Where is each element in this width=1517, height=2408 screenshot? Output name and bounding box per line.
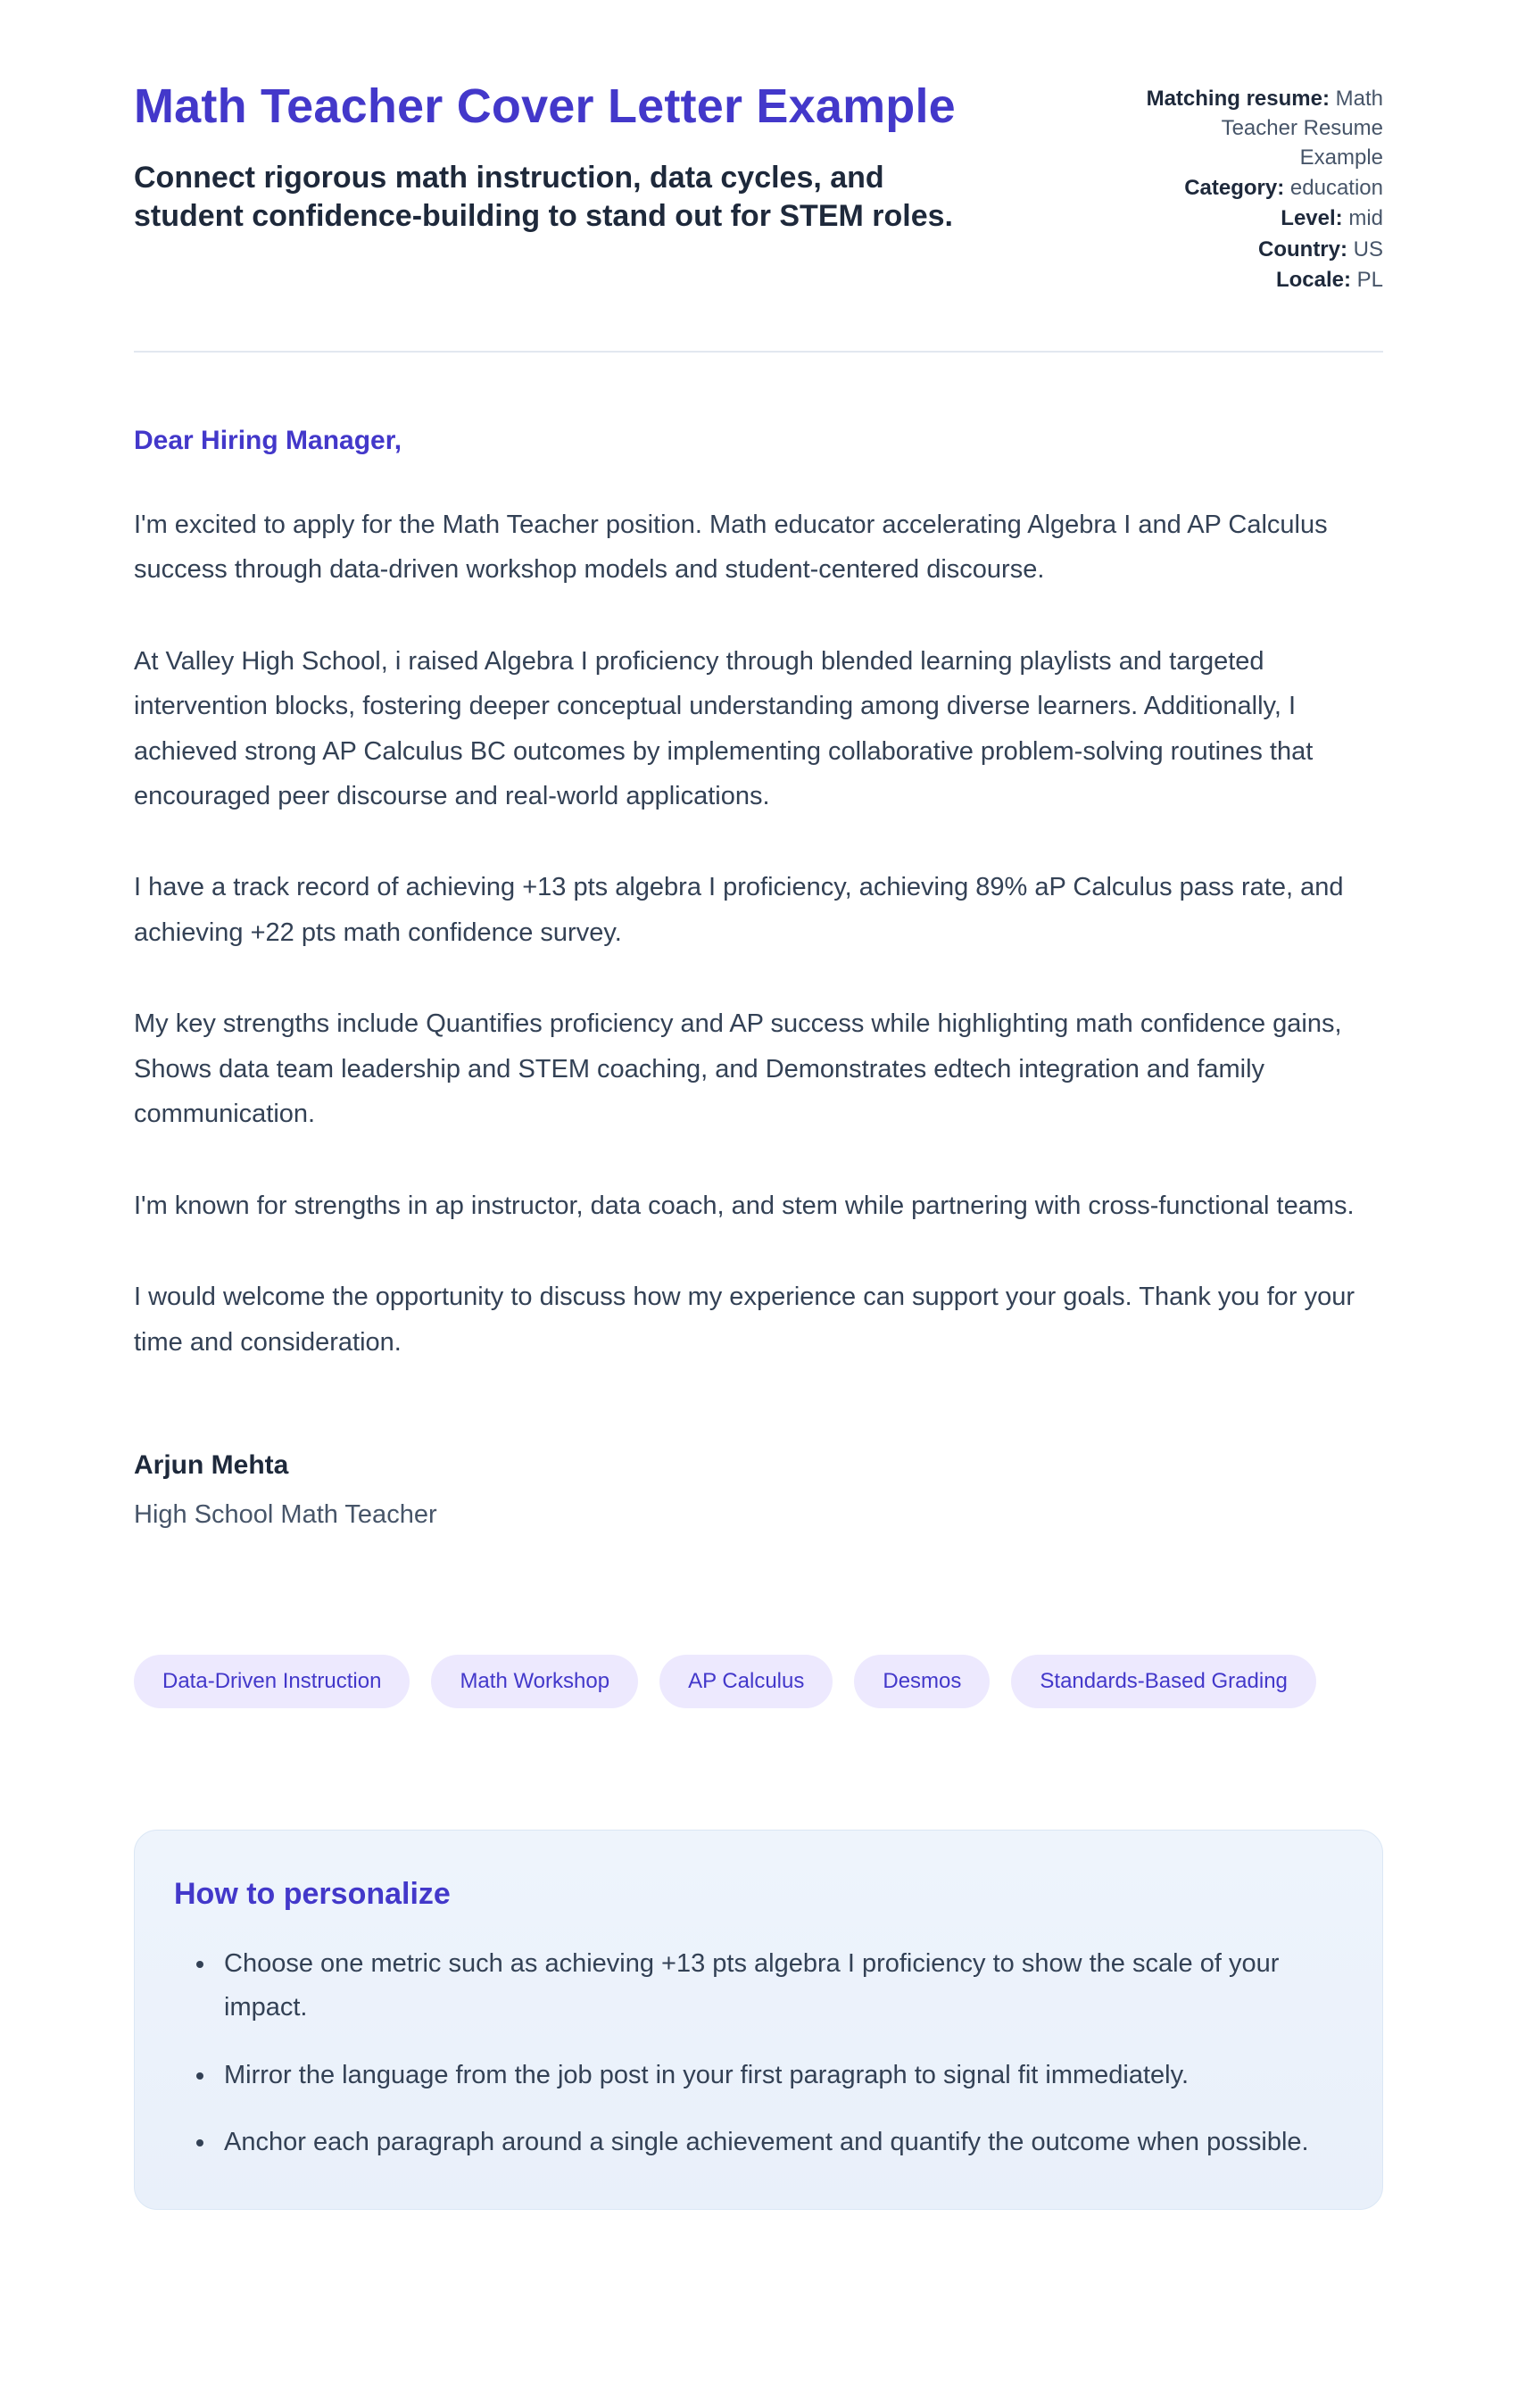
meta-label: Country: <box>1258 237 1347 262</box>
meta-row-matching-resume <box>1138 84 1383 172</box>
meta-label: Matching resume: <box>1146 87 1330 111</box>
personalize-bullet: • Mirror the language from the job post in your first paragraph to signal fit immediately. <box>217 2054 1343 2097</box>
personalize-title: How to personalize <box>174 1877 451 1912</box>
letter-paragraph: I would welcome the opportunity to discuss how my experience can support your goals. Thank you for your time and consideration. <box>134 1283 1355 1357</box>
meta-row-category <box>1138 173 1383 203</box>
meta-value: Math Teacher Resume Example <box>1221 87 1383 170</box>
signature-name: Arjun Mehta <box>134 1450 289 1481</box>
letter-paragraph: I'm known for strengths in ap instructor, data coach, and stem while partnering with cross-functional teams. <box>134 1191 1355 1220</box>
salutation: Dear Hiring Manager, <box>134 425 402 455</box>
letter-paragraph: I have a track record of achieving +13 pts algebra I proficiency, achieving 89% aP Calculus pass rate, and achieving +22 pts math confidence survey. <box>134 873 1344 947</box>
meta-row-level <box>1138 203 1383 233</box>
meta-value: education <box>1289 176 1383 201</box>
page-subtitle: Connect rigorous math instruction, data cycles, and student confidence-building to stand out for STEM roles. <box>134 160 953 233</box>
tag-chip-desmos[interactable]: Desmos <box>854 1655 990 1708</box>
tag-chip-data-driven-instruction[interactable]: Data-Driven Instruction <box>134 1655 410 1708</box>
page-container <box>134 0 1383 2210</box>
header-left <box>134 79 991 235</box>
meta-value: mid <box>1348 206 1383 231</box>
personalize-bullet: • Anchor each paragraph around a single achievement and quantify the outcome when possible. <box>217 2121 1343 2164</box>
header-divider <box>134 351 1383 353</box>
meta-value: US <box>1353 237 1383 262</box>
meta-row-country <box>1138 235 1383 264</box>
cover-letter-body <box>134 426 1383 1530</box>
meta-label: Locale: <box>1275 267 1351 292</box>
page-header <box>134 79 1383 295</box>
letter-paragraph: At Valley High School, i raised Algebra I proficiency through blended learning playlists and targeted intervention blocks, fostering deeper conceptual understanding among diverse learners. Additionally, I achieved strong AP Calculus BC outcomes by implementing collaborative problem-solving routines that encouraged peer discourse and real-world applications. <box>134 646 1314 811</box>
letter-paragraph: I'm excited to apply for the Math Teacher position. Math educator accelerating Algebra I and AP Calculus success through data-driven workshop models and student-centered discourse. <box>134 510 1328 585</box>
meta-label: Category: <box>1184 176 1285 201</box>
personalize-bullet: • Choose one metric such as achieving +13 pts algebra I proficiency to show the scale of your impact. <box>217 1942 1343 2030</box>
letter-paragraph: My key strengths include Quantifies proficiency and AP success while highlighting math confidence gains, Shows data team leadership and STEM coaching, and Demonstrates edtech integration and family communication. <box>134 1009 1342 1129</box>
tag-chip-math-workshop[interactable]: Math Workshop <box>431 1655 638 1708</box>
resume-meta-block <box>1138 79 1383 295</box>
tag-chip-ap-calculus[interactable]: AP Calculus <box>659 1655 833 1708</box>
tag-chip-standards-based-grading[interactable]: Standards-Based Grading <box>1011 1655 1316 1708</box>
personalize-box <box>134 1830 1383 2210</box>
page-title: Math Teacher Cover Letter Example <box>134 79 956 133</box>
personalize-bullet-list <box>174 1942 1343 2164</box>
meta-row-locale <box>1138 265 1383 295</box>
meta-value: PL <box>1356 267 1383 292</box>
signature-title: High School Math Teacher <box>134 1500 437 1530</box>
meta-label: Level: <box>1281 206 1343 231</box>
tag-list <box>134 1655 1383 1708</box>
signature-block <box>134 1450 1383 1530</box>
